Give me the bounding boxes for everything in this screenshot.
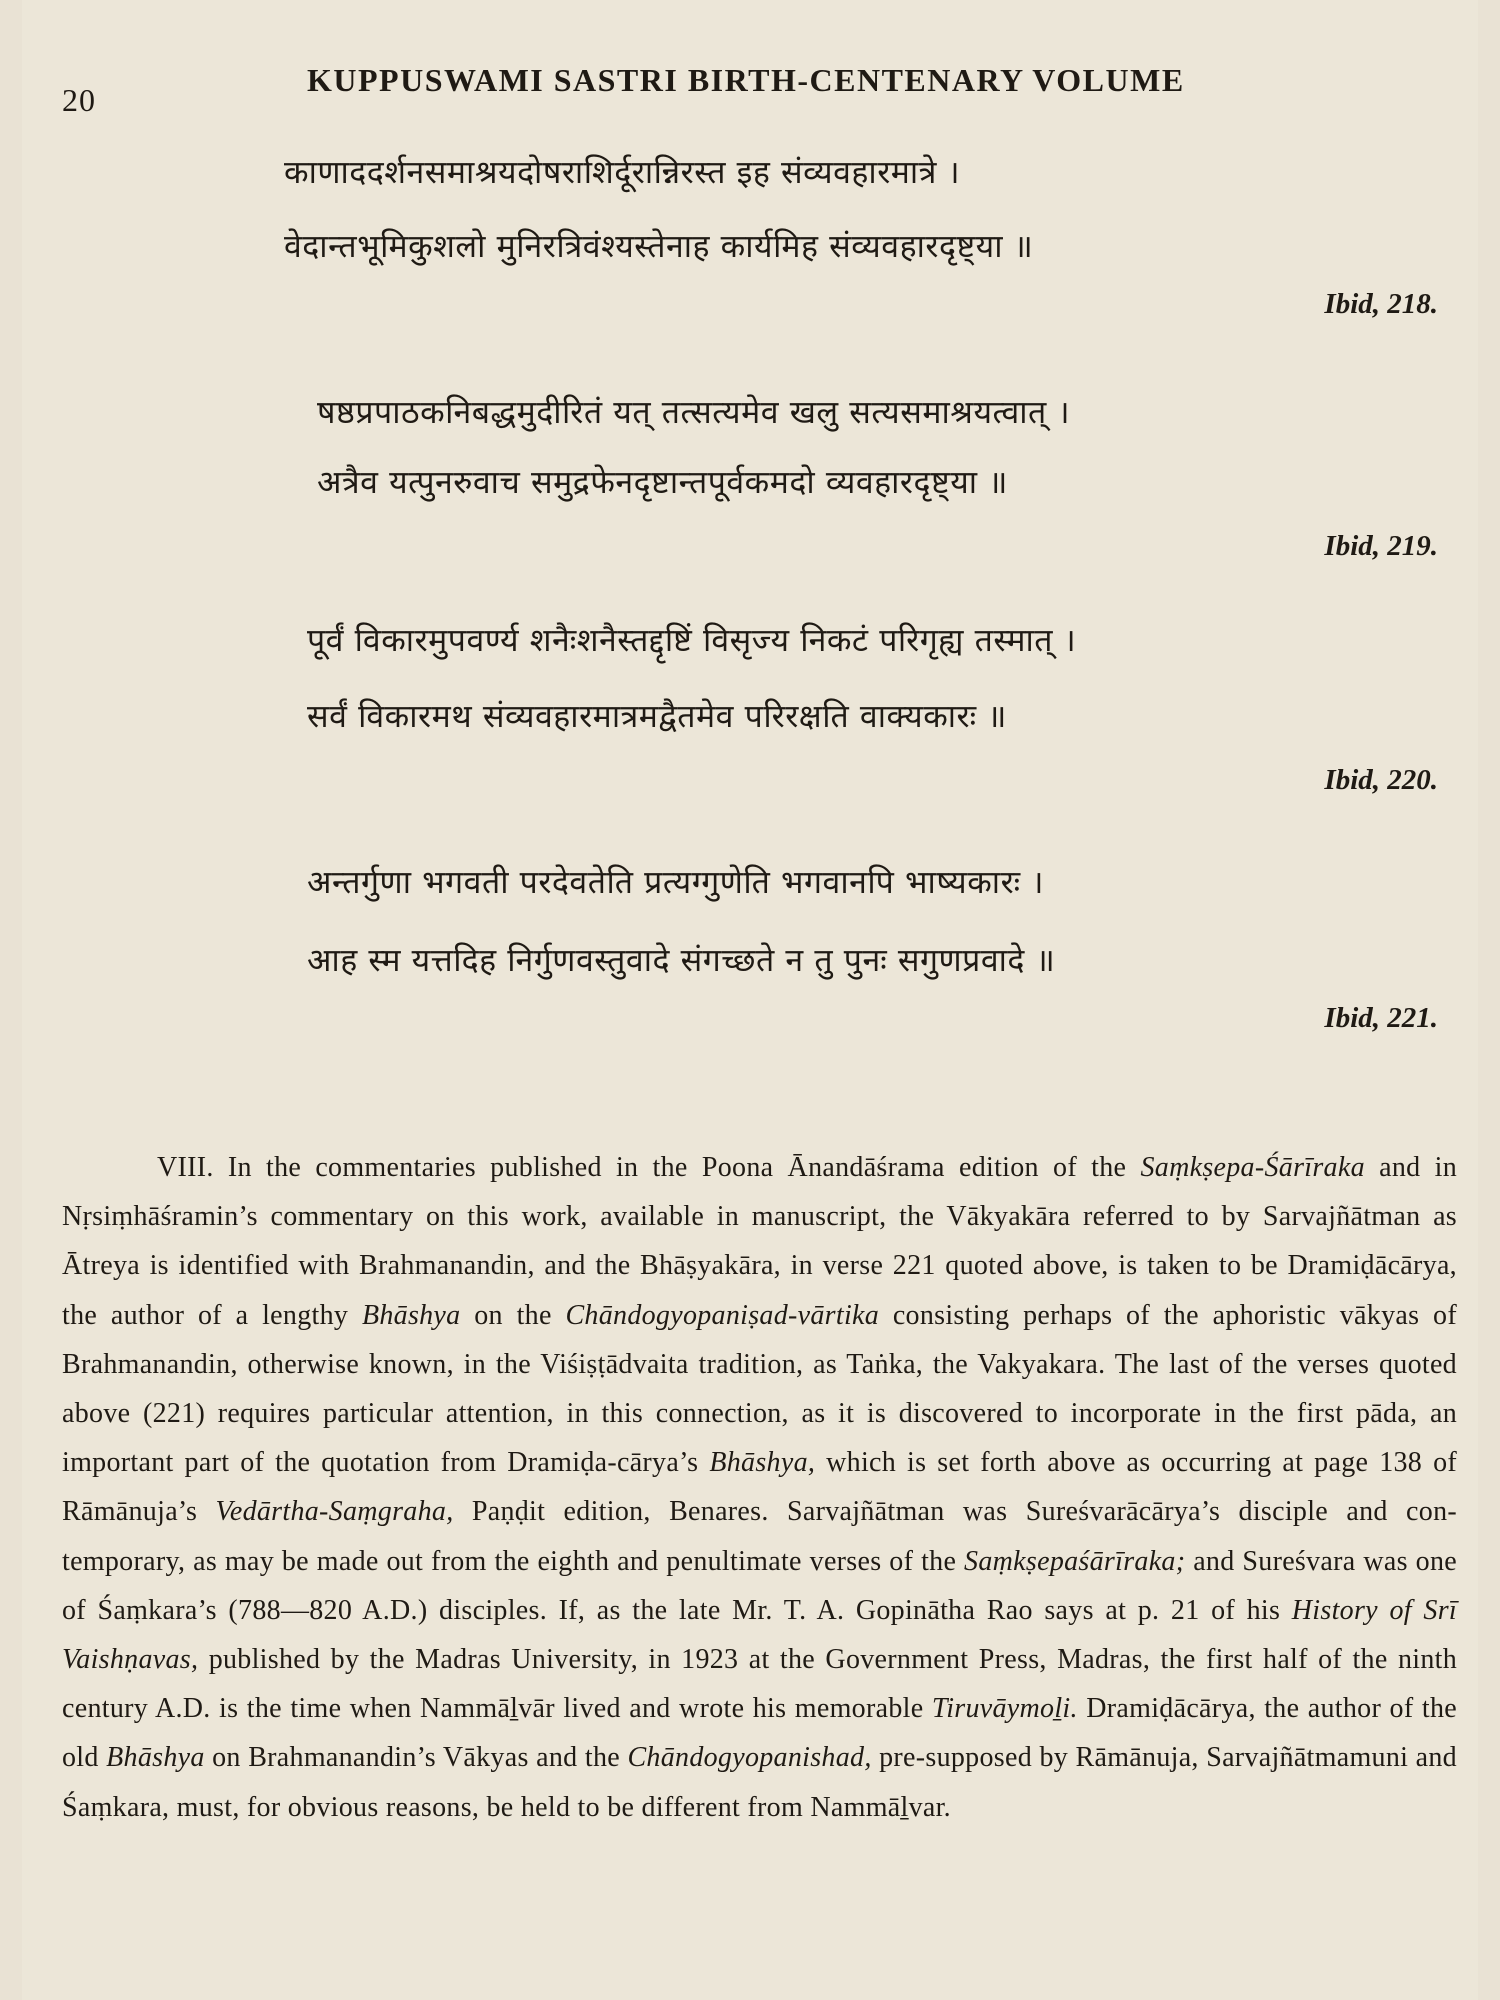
verse-220-line-2: सर्वं विकारमथ संव्यवहारमात्रमद्वैतमेव परिरक्षति वाक्यकारः ॥ bbox=[307, 697, 1007, 735]
verse-220-reference: Ibid, 220. bbox=[1324, 764, 1438, 796]
page-number: 20 bbox=[62, 82, 96, 118]
verse-220-line-1: पूर्वं विकारमुपवर्ण्य शनैःशनैस्तद्दृष्टिं विसृज्य निकटं परिगृह्य तस्मात् । bbox=[307, 621, 1077, 659]
verse-218-reference: Ibid, 218. bbox=[1324, 288, 1438, 320]
verse-221-reference: Ibid, 221. bbox=[1324, 1002, 1438, 1034]
verse-221-line-2: आह स्म यत्तदिह निर्गुणवस्तुवादे संगच्छते न तु पुनः सगुणप्रवादे ॥ bbox=[307, 941, 1056, 979]
verse-218-line-2: वेदान्तभूमिकुशलो मुनिरत्रिवंश्यस्तेनाह कार्यमिह संव्यवहारदृष्ट्या ॥ bbox=[284, 227, 1034, 265]
body-paragraph: VIII. In the commentaries published in the Poona Ānandāśrama edition of the Saṃkṣepa-Śārīraka and in Nṛsiṃhāśramin’s commentary on this work, available in manuscript, the Vākyakāra referred to by Sarvajñātman as Ātreya is identified with Brahmanandin, and the Bhāṣyakāra, in verse 221 quoted above, is taken to be Dramiḍācārya, the author of a lengthy Bhāshya on the Chāndogyopaniṣad-vārtika consisting perhaps of the aphoristic vākyas of Brahmanandin, otherwise known, in the Viśiṣṭādvaita tradition, as Taṅka, the Vakyakara. The last of the verses quoted above (221) requires particular attention, in this connection, as it is discovered to incorporate in the first pāda, an important part of the quotation from Dramiḍa-cārya’s Bhāshya, which is set forth above as occurring at page 138 of Rāmānuja’s Vedārtha-Saṃgraha, Paṇḍit edition, Benares. Sarvajñātman was Sureśvarācārya’s disciple and con-temporary, as may be made out from the eighth and penultimate verses of the Saṃkṣepaśārīraka; and Sureśvara was one of Śaṃkara’s (788—820 A.D.) disciples. If, as the late Mr. T. A. Gopinātha Rao says at p. 21 of his History of Srī Vaishṇavas, published by the Madras University, in 1923 at the Government Press, Madras, the first half of the ninth century A.D. is the time when Nammāḻvār lived and wrote his memorable Tiruvāymoḻi. Dramiḍācārya, the author of the old Bhāshya on Brahmanandin’s Vākyas and the Chāndogyopanishad, pre-supposed by Rāmānuja, Sarvajñātmamuni and Śaṃkara, must, for obvious reasons, be held to be different from Nammāḻvar. bbox=[62, 1152, 1458, 1823]
verse-221-line-1: अन्तर्गुणा भगवती परदेवतेति प्रत्यग्गुणेति भगवानपि भाष्यकारः । bbox=[307, 863, 1044, 901]
verse-219-line-1: षष्ठप्रपाठकनिबद्धमुदीरितं यत् तत्सत्यमेव खलु सत्यसमाश्रयत्वात् । bbox=[317, 393, 1071, 431]
book-page bbox=[22, 0, 1478, 2000]
running-head: KUPPUSWAMI SASTRI BIRTH-CENTENARY VOLUME bbox=[307, 62, 1185, 98]
verse-219-reference: Ibid, 219. bbox=[1324, 530, 1438, 562]
verse-219-line-2: अत्रैव यत्पुनरुवाच समुद्रफेनदृष्टान्तपूर्वकमदो व्यवहारदृष्ट्या ॥ bbox=[317, 463, 1008, 501]
verse-218-line-1: काणाददर्शनसमाश्रयदोषराशिर्दूरान्निरस्त इह संव्यवहारमात्रे । bbox=[284, 153, 961, 191]
